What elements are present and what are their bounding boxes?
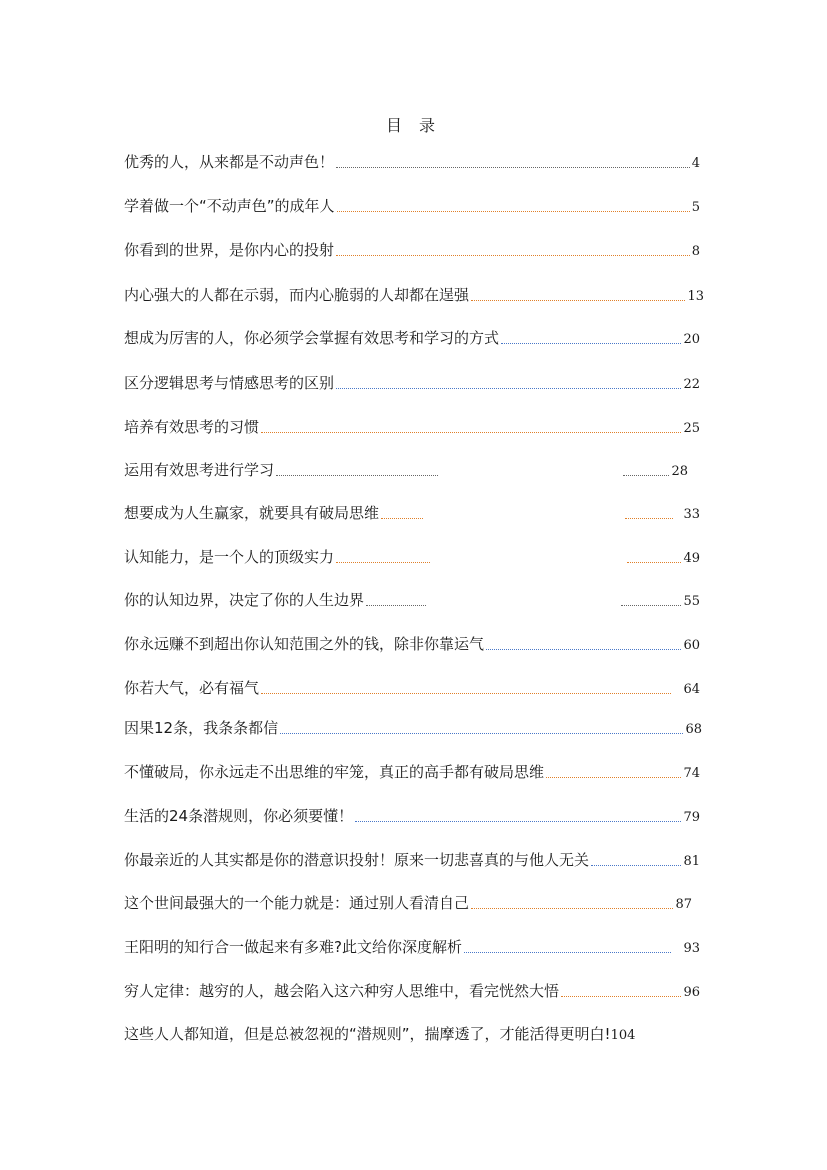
toc-entry[interactable] [124,804,700,826]
toc-entry-page: 60 [683,638,700,653]
dot-leader [471,300,685,301]
dot-leader [355,821,681,822]
toc-entry[interactable] [124,716,702,738]
dot-leader [625,518,673,519]
toc-entry-label: 不懂破局，你永远走不出思维的牢笼，真正的高手都有破局思维 [124,763,545,781]
toc-entry-label: 你看到的世界，是你内心的投射 [124,241,335,259]
toc-entry[interactable] [124,979,700,1001]
toc-entry-label: 培养有效思考的习惯 [124,418,260,436]
toc-entry[interactable] [124,371,700,393]
toc-entry-label: 这个世间最强大的一个能力就是：通过别人看清自己 [124,894,470,912]
toc-entry[interactable] [124,935,700,957]
toc-entry-label: 区分逻辑思考与情感思考的区别 [124,374,335,392]
toc-entry[interactable] [124,1022,704,1044]
toc-entry-page: 55 [683,594,700,609]
toc-entry-page: 64 [683,682,700,697]
dot-leader [336,562,430,563]
toc-entry-label: 想成为厉害的人，你必须学会掌握有效思考和学习的方式 [124,329,500,347]
toc-entry[interactable] [124,458,688,480]
dot-leader [336,255,690,256]
toc-entry[interactable] [124,848,700,870]
toc-entry-page: 68 [685,722,702,737]
toc-entry-page: 28 [671,464,688,479]
toc-entry[interactable] [124,238,700,260]
toc-entry-page: 13 [687,289,704,304]
dot-leader [621,605,681,606]
toc-entry-page: 20 [683,332,700,347]
toc-entry[interactable] [124,415,700,437]
toc-entry-label: 优秀的人，从来都是不动声色！ [124,153,335,171]
toc-entry-label: 王阳明的知行合一做起来有多难?此文给你深度解析 [124,938,462,956]
dot-leader [623,475,669,476]
toc-entry[interactable] [124,676,700,698]
toc-entry[interactable] [124,588,700,610]
toc-entry[interactable] [124,326,700,348]
toc-entry[interactable] [124,891,692,913]
dot-leader [381,518,423,519]
toc-entry-page: 96 [683,985,700,1000]
toc-entry[interactable] [124,632,700,654]
toc-entry-page: 87 [675,897,692,912]
toc-entry[interactable] [124,194,700,216]
toc-entry-label: 想要成为人生赢家，就要具有破局思维 [124,504,380,522]
toc-entry-label: 内心强大的人都在示弱，而内心脆弱的人却都在逞强 [124,286,470,304]
toc-entry-page: 5 [691,200,700,215]
toc-entry-label: 因果12条，我条条都信 [124,719,279,737]
dot-leader [276,475,438,476]
toc-entry-label: 这些人人都知道，但是总被忽视的“潜规则”，揣摩透了，才能活得更明白! [124,1025,611,1043]
toc-entry[interactable] [124,283,704,305]
toc-entry-label: 学着做一个“不动声色”的成年人 [124,197,335,215]
toc-entry-page: 8 [691,244,700,259]
toc-entry-page: 104 [610,1028,636,1043]
dot-leader [336,167,690,168]
toc-entry-page: 79 [683,810,700,825]
dot-leader [591,865,681,866]
dot-leader [501,343,681,344]
toc-entry[interactable] [124,760,700,782]
dot-leader [261,432,681,433]
toc-entry-label: 生活的24条潜规则，你必须要懂！ [124,807,354,825]
toc-entry-label: 你最亲近的人其实都是你的潜意识投射！原来一切悲喜真的与他人无关 [124,851,590,869]
dot-leader [464,952,671,953]
toc-entry-page: 81 [683,854,700,869]
toc-entry-label: 认知能力，是一个人的顶级实力 [124,548,335,566]
dot-leader [366,605,426,606]
toc-entry-label: 运用有效思考进行学习 [124,461,275,479]
dot-leader [471,908,673,909]
toc-entry-page: 22 [683,377,700,392]
dot-leader [561,996,681,997]
toc-entry-page: 74 [683,766,700,781]
toc-entry-page: 93 [683,941,700,956]
toc-title: 目 录 [385,116,442,135]
toc-entry-label: 你若大气，必有福气 [124,679,260,697]
toc-entry-label: 你永远赚不到超出你认知范围之外的钱，除非你靠运气 [124,635,485,653]
dot-leader [280,733,683,734]
toc-entry-page: 49 [683,551,700,566]
dot-leader [486,649,681,650]
dot-leader [261,693,671,694]
toc-entry[interactable] [124,150,700,172]
toc-entry-page: 25 [683,421,700,436]
dot-leader [627,562,681,563]
toc-entry-label: 你的认知边界，决定了你的人生边界 [124,591,365,609]
toc-entry-label: 穷人定律：越穷的人，越会陷入这六种穷人思维中，看完恍然大悟 [124,982,560,1000]
dot-leader [336,388,681,389]
toc-entry[interactable] [124,501,700,523]
dot-leader [546,777,681,778]
toc-entry-page: 33 [683,507,700,522]
toc-entry-page: 4 [691,156,700,171]
dot-leader [337,211,690,212]
toc-entry[interactable] [124,545,700,567]
